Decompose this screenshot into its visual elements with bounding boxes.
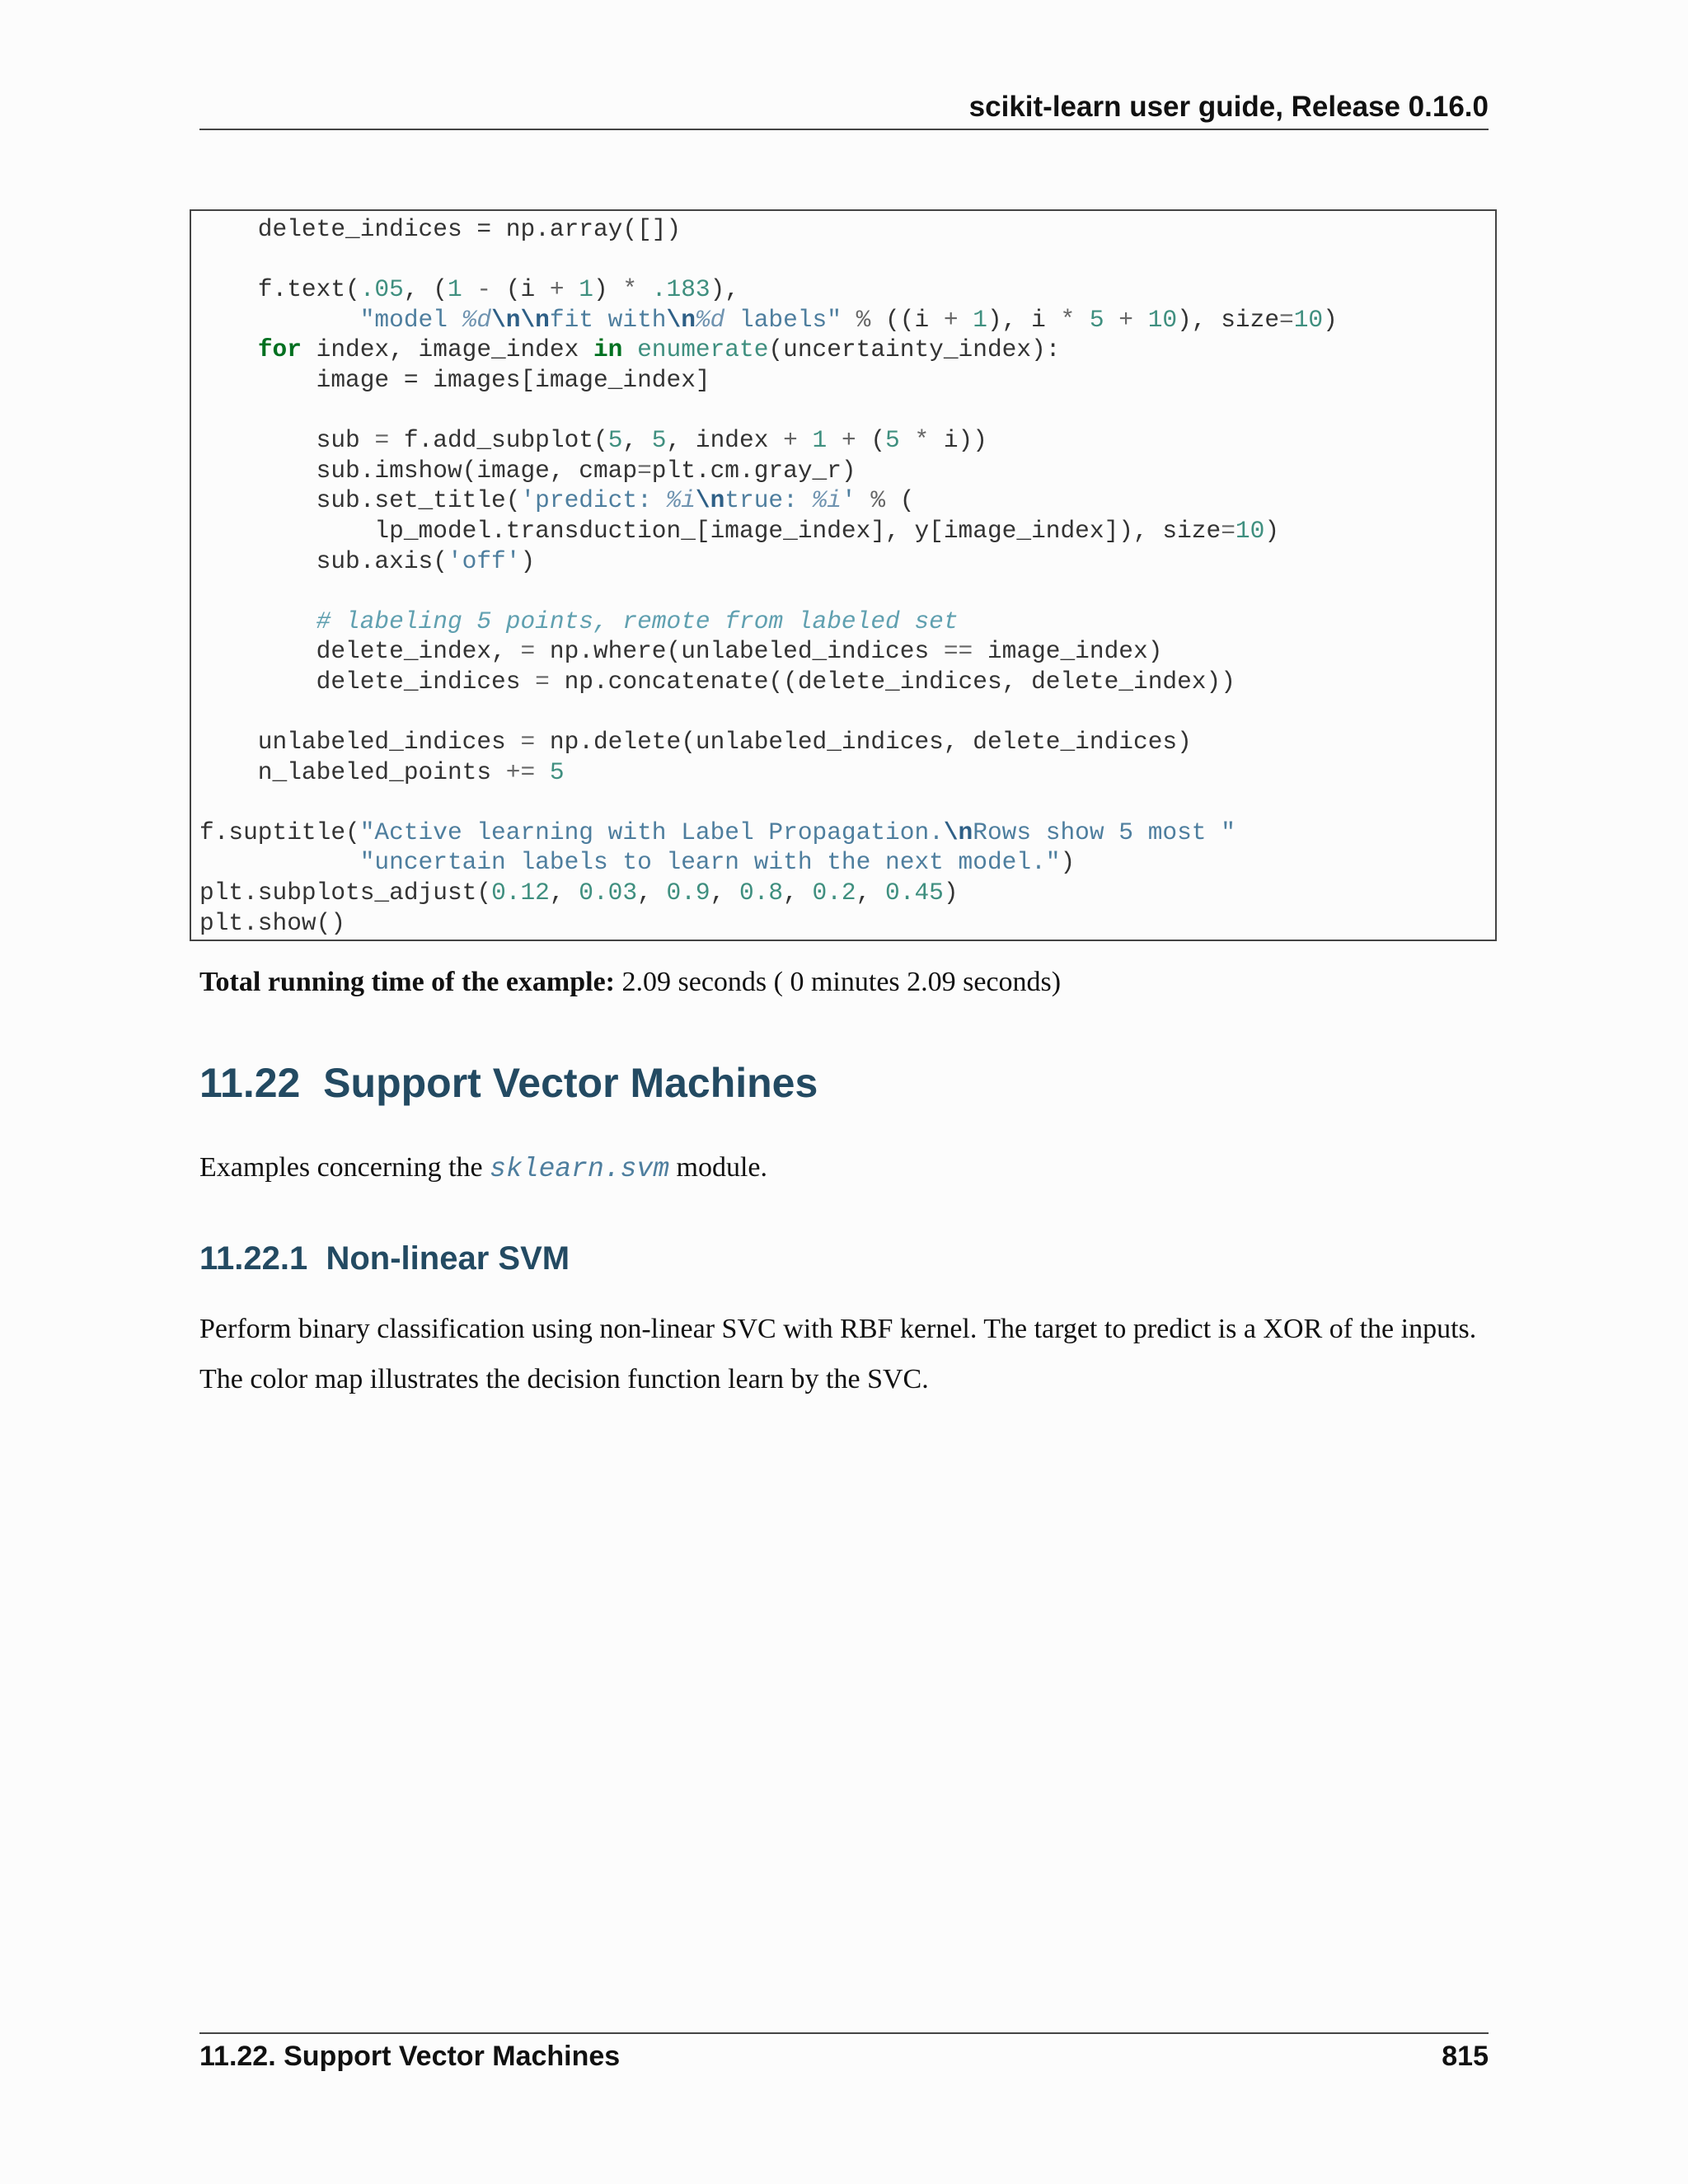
module-link[interactable]: sklearn.svm — [490, 1154, 669, 1184]
intro-after: module. — [669, 1152, 767, 1183]
description-paragraph-2: The color map illustrates the decision function learn by the SVC. — [199, 1364, 929, 1394]
code-line: delete_indices = np.concatenate((delete_indices, delete_index)) — [199, 667, 1236, 696]
code-line: sub.axis('off') — [199, 546, 536, 575]
section-number: 11.22 — [199, 1060, 301, 1106]
code-line: sub.set_title('predict: %i\ntrue: %i' % ( — [199, 486, 915, 515]
code-line: sub.imshow(image, cmap=plt.cm.gray_r) — [199, 456, 856, 485]
code-line: f.suptitle("Active learning with Label Propagation.\nRows show 5 most " — [199, 818, 1236, 846]
header-rule — [199, 129, 1489, 130]
running-time-value: 2.09 seconds ( 0 minutes 2.09 seconds) — [615, 967, 1062, 997]
code-line: n_labeled_points += 5 — [199, 757, 565, 786]
code-line: lp_model.transduction_[image_index], y[image_index]), size=10) — [199, 516, 1280, 545]
page-number: 815 — [1442, 2041, 1489, 2072]
intro-before: Examples concerning the — [199, 1152, 490, 1183]
code-line: "model %d\n\nfit with\n%d labels" % ((i + 1), i * 5 + 10), size=10) — [359, 305, 1338, 334]
section-title: Support Vector Machines — [323, 1060, 818, 1106]
code-text — [199, 214, 1338, 938]
subsection-title: Non-linear SVM — [326, 1240, 570, 1277]
code-line: f.text(.05, (1 - (i + 1) * .183), — [199, 275, 740, 304]
code-line: plt.show() — [199, 908, 346, 937]
footer-rule — [199, 2032, 1489, 2034]
subsection-number: 11.22.1 — [199, 1240, 308, 1277]
running-header: scikit-learn user guide, Release 0.16.0 — [968, 91, 1489, 123]
section-heading — [199, 1059, 818, 1107]
code-line: unlabeled_indices = np.delete(unlabeled_indices, delete_indices) — [199, 728, 1192, 757]
running-time-label: Total running time of the example: — [199, 967, 616, 997]
code-line: image = images[image_index] — [199, 365, 710, 394]
intro-paragraph — [199, 1152, 767, 1184]
running-time — [199, 967, 1061, 998]
subsection-heading — [199, 1240, 570, 1277]
code-line: # labeling 5 points, remote from labeled set — [316, 607, 959, 635]
code-line: for index, image_index in enumerate(uncertainty_index): — [257, 335, 1061, 364]
code-line: delete_indices = np.array([]) — [199, 215, 682, 243]
code-line: "uncertain labels to learn with the next model.") — [359, 848, 1076, 877]
code-line: sub = f.add_subplot(5, 5, index + 1 + (5 * i)) — [199, 426, 987, 455]
code-line: plt.subplots_adjust(0.12, 0.03, 0.9, 0.8, 0.2, 0.45) — [199, 879, 959, 907]
code-line: delete_index, = np.where(unlabeled_indices == image_index) — [199, 637, 1163, 666]
description-paragraph: Perform binary classification using non-linear SVC with RBF kernel. The target to predict is a XOR of the inputs. — [199, 1314, 1477, 1344]
footer-section: 11.22. Support Vector Machines — [199, 2041, 621, 2072]
code-block — [190, 209, 1497, 941]
